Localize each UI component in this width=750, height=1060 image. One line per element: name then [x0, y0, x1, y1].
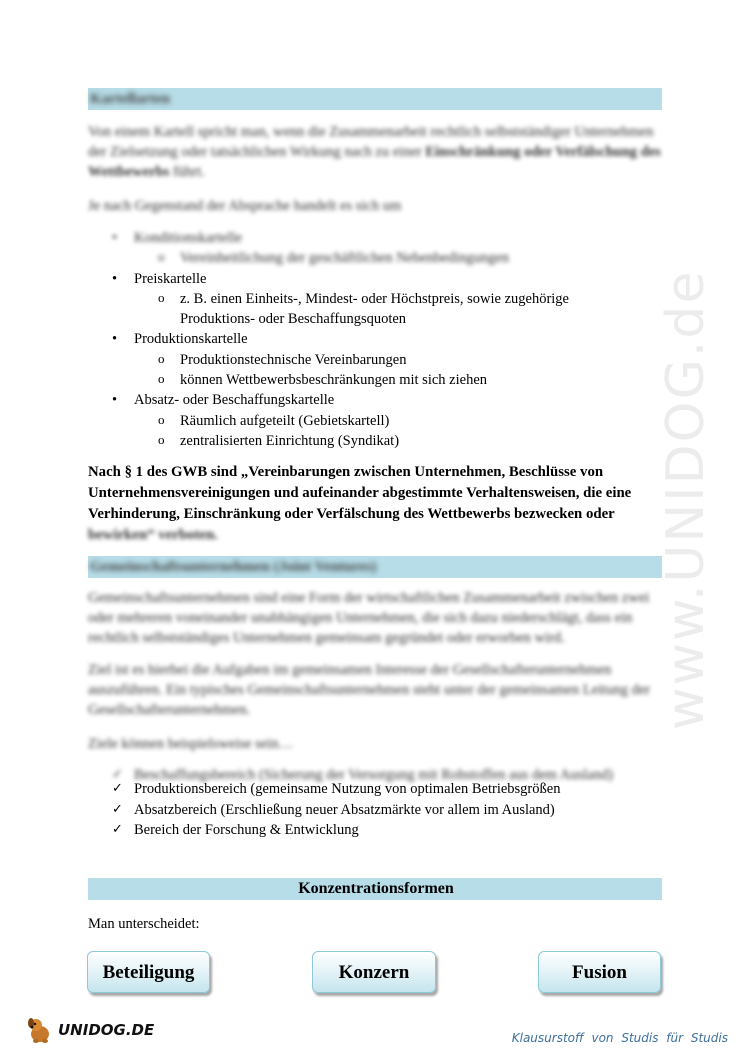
logo-text: UNIDOG.DE: [58, 1021, 155, 1039]
list-item: [112, 228, 569, 269]
konzern-button[interactable]: Konzern: [312, 951, 436, 993]
law-line: Nach § 1 des GWB sind „Vereinbarungen zwischen Unternehmen, Beschlüsse von: [88, 464, 604, 480]
sub-list: [134, 411, 569, 452]
sub-item: [158, 350, 569, 370]
circle-bullet-icon: o: [158, 249, 165, 265]
check-item: [112, 820, 613, 840]
list-item-label: Preiskartelle: [134, 270, 207, 287]
goals-checklist: [112, 765, 613, 840]
bullet-icon: •: [112, 331, 118, 348]
section-heading-text: Gemeinschaftsunternehmen (Joint Ventures): [90, 559, 377, 575]
sub-item-label: können Wettbewerbsbeschränkungen mit sich ziehen: [180, 372, 487, 389]
sub-list: [134, 289, 569, 330]
checkmark-icon: ✓: [112, 801, 123, 817]
kartell-list: [112, 228, 569, 451]
dog-logo-icon: [24, 1014, 56, 1046]
check-item-label: Beschaffungsbereich (Sicherung der Versorgung mit Rohstoffen aus dem Ausland): [134, 767, 613, 783]
section3-lead: Man unterscheidet:: [88, 916, 200, 932]
law-line: Unternehmensvereinigungen und aufeinander abgestimmte Verhaltensweisen, die eine: [88, 485, 632, 501]
section-heading-kartellarten: [88, 88, 662, 110]
sub-list: [134, 248, 569, 268]
jv-paragraph-1: Gemeinschaftsunternehmen sind eine Form der wirtschaftlichen Zusammenarbeit zwischen zwei oder mehreren voneinander unabhängigen Unternehmen, die sich dazu niederschlägt, dass ein rechtlich selbstständiges Unternehmen gemeinsam gegründet oder erworben wird.: [88, 590, 650, 646]
circle-bullet-icon: o: [158, 411, 165, 427]
checkmark-icon: ✓: [112, 767, 123, 782]
law-paragraph: [88, 462, 663, 546]
list-item: [112, 329, 569, 390]
sub-item-label: zentralisierten Einrichtung (Syndikat): [180, 432, 400, 449]
circle-bullet-icon: o: [158, 350, 165, 366]
list-item: [112, 390, 569, 451]
sub-item-label-cont: Produktions- oder Beschaffungsquoten: [180, 311, 407, 328]
lead-paragraph: Je nach Gegenstand der Absprache handelt es sich um: [88, 198, 402, 214]
sub-item: [158, 248, 569, 268]
beteiligung-button[interactable]: Beteiligung: [87, 951, 210, 993]
sub-item: [158, 289, 569, 330]
bullet-icon: •: [112, 270, 118, 287]
sub-item-label: z. B. einen Einheits-, Mindest- oder Höchstpreis, sowie zugehörige: [180, 290, 569, 307]
intro-text: Von einem Kartell spricht man, wenn die Zusammenarbeit rechtlich selbstständiger Unternehmen der Zielsetzung oder tatsächlichen Wirkung nach zu einer: [88, 124, 654, 160]
law-line-blurred: bewirken“ verboten.: [88, 527, 218, 543]
intro-bold-text: Einschränkung oder Verfälschung des Wettbewerbs: [88, 144, 661, 180]
sub-item-label: Räumlich aufgeteilt (Gebietskartell): [180, 412, 390, 429]
intro-paragraph: [88, 122, 663, 182]
sub-item: [158, 411, 569, 431]
bullet-icon: •: [112, 230, 118, 246]
circle-bullet-icon: o: [158, 289, 165, 305]
footer-tagline: Klausurstoff von Studis für Studis: [511, 1031, 728, 1045]
list-item-label: Konditionskartelle: [134, 230, 242, 246]
check-item: [112, 800, 613, 820]
list-item-label: Produktionskartelle: [134, 331, 248, 348]
check-item-label: Absatzbereich (Erschließung neuer Absatzmärkte vor allem im Ausland): [134, 801, 555, 818]
footer-logo[interactable]: [24, 1014, 154, 1046]
section-heading-konzentrationsformen: Konzentrationsformen: [88, 878, 662, 900]
watermark-text: www.UNIDOG.de: [656, 269, 716, 730]
checkmark-icon: ✓: [112, 821, 123, 837]
fusion-button[interactable]: Fusion: [538, 951, 661, 993]
law-line: Verhinderung, Einschränkung oder Verfälschung des Wettbewerbs bezwecken oder: [88, 506, 615, 522]
check-item: [112, 779, 613, 799]
sub-list: [134, 350, 569, 391]
sub-item-label: Vereinheitlichung der geschäftlichen Nebenbedingungen: [180, 250, 509, 267]
list-item: [112, 269, 569, 330]
section-heading-joint-ventures: [88, 556, 662, 578]
section-heading-text: Kartellarten: [90, 91, 170, 107]
checkmark-icon: ✓: [112, 781, 123, 797]
intro-text-end: führt.: [169, 164, 205, 180]
circle-bullet-icon: o: [158, 431, 165, 447]
check-item-label: Bereich der Forschung & Entwicklung: [134, 821, 359, 838]
list-item-label: Absatz- oder Beschaffungskartelle: [134, 392, 335, 409]
jv-paragraph-2: Ziel ist es hierbei die Aufgaben im gemeinsamen Interesse der Gesellschafterunternehmen auszuführen. Ein typisches Gemeinschaftsunternehmen steht unter der gemeinsamen Leitung der Gesellschafterunternehmen.: [88, 662, 651, 718]
sub-item-label: Produktionstechnische Vereinbarungen: [180, 351, 407, 368]
check-item-label: Produktionsbereich (gemeinsame Nutzung von optimalen Betriebsgrößen: [134, 781, 561, 798]
bullet-icon: •: [112, 392, 118, 409]
circle-bullet-icon: o: [158, 371, 165, 387]
sub-item: [158, 370, 569, 390]
jv-paragraph-3: Ziele können beispielsweise sein…: [88, 736, 293, 752]
sub-item: [158, 431, 569, 451]
